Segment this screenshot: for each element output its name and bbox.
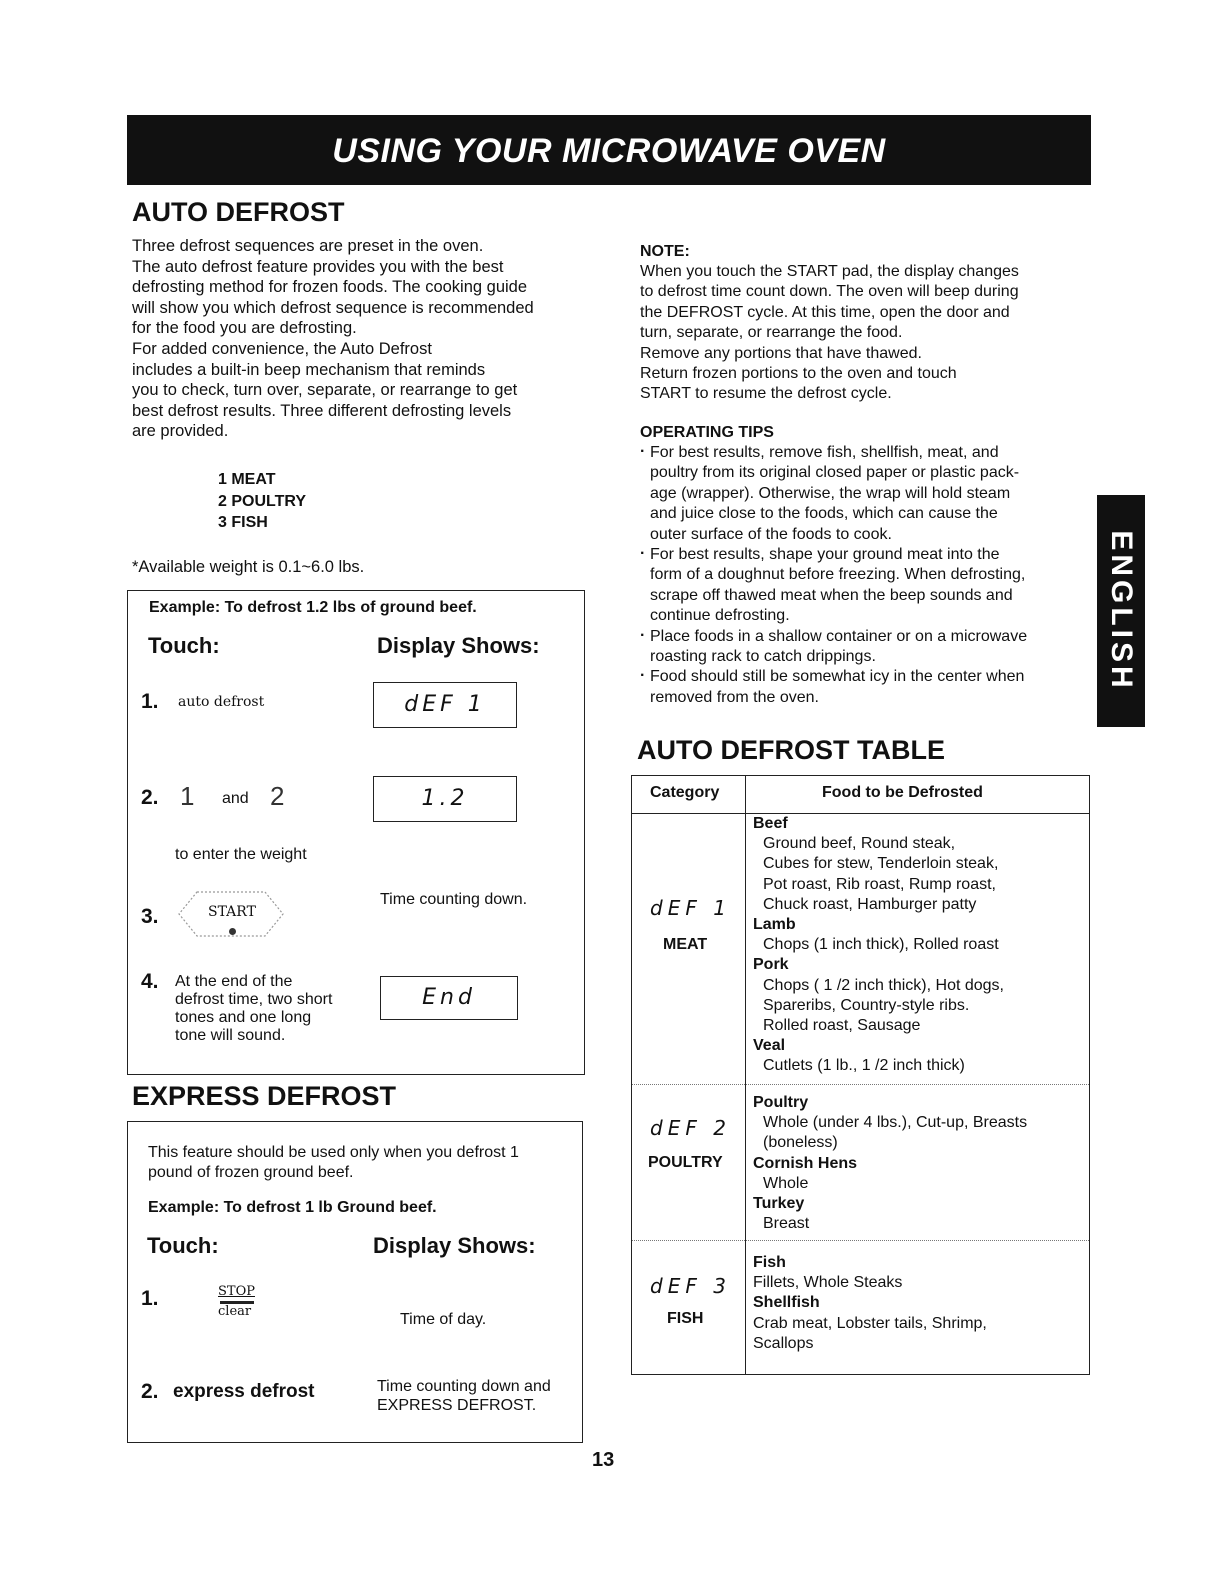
auto-defrost-example-title: Example: To defrost 1.2 lbs of ground beef. xyxy=(149,599,477,616)
intro-line: are provided. xyxy=(132,422,229,441)
step4-line: At the end of the xyxy=(175,973,293,990)
intro-line: you to check, turn over, separate, or rearrange to get xyxy=(132,381,518,400)
number-pad-2[interactable]: 2 xyxy=(270,781,285,811)
level-item: 3 FISH xyxy=(218,514,268,531)
step-number: 4. xyxy=(141,970,159,993)
tip-item xyxy=(640,627,1092,668)
step4-line: tones and one long xyxy=(175,1009,312,1026)
intro-line: defrosting method for frozen foods. The cooking guide xyxy=(132,278,528,297)
tip-item xyxy=(640,443,1092,545)
food-group: Pork xyxy=(753,956,789,974)
col-header-food: Food to be Defrosted xyxy=(822,784,983,801)
food-item: Chops (1 inch thick), Rolled roast xyxy=(763,936,999,954)
intro-line: for the food you are defrosting. xyxy=(132,319,357,338)
intro-line: will show you which defrost sequence is recommended xyxy=(132,298,534,317)
category-name: POULTRY xyxy=(648,1154,723,1171)
food-group: Turkey xyxy=(753,1195,805,1213)
step4-line: defrost time, two short xyxy=(175,991,333,1008)
food-group: Cornish Hens xyxy=(753,1154,858,1172)
start-pad-label: START xyxy=(208,904,256,920)
weight-note: *Available weight is 0.1~6.0 lbs. xyxy=(132,558,365,576)
food-item: Cutlets (1 lb., 1 /2 inch thick) xyxy=(763,1057,965,1075)
number-pad-1[interactable]: 1 xyxy=(180,781,195,811)
intro-line: best defrost results. Three different defrosting levels xyxy=(132,401,512,420)
express-intro-line: This feature should be used only when you defrost 1 xyxy=(148,1144,519,1161)
express-step1-display-text: Time of day. xyxy=(400,1311,487,1328)
level-item: 1 MEAT xyxy=(218,471,276,488)
operating-tips-title: OPERATING TIPS xyxy=(640,424,774,441)
language-tab xyxy=(1097,495,1145,727)
tip-line: · For best results, remove fish, shellfish, meat, and xyxy=(650,444,999,461)
table-row-divider xyxy=(632,1084,1089,1085)
food-list-meat xyxy=(753,814,1004,1077)
express-step2-line: Time counting down and xyxy=(377,1378,551,1395)
food-item: Crab meat, Lobster tails, Shrimp, xyxy=(753,1314,987,1332)
intro-line: includes a built-in beep mechanism that reminds xyxy=(132,360,486,379)
defrost-table-title: AUTO DEFROST TABLE xyxy=(637,735,945,765)
food-item: (boneless) xyxy=(763,1134,838,1152)
food-item: Whole xyxy=(763,1174,809,1192)
note-line: turn, separate, or rearrange the food. xyxy=(640,324,903,342)
express-step2-display-text xyxy=(377,1377,551,1415)
tip-line: poultry from its original closed paper or plastic pack- xyxy=(650,464,1020,482)
note-title: NOTE: xyxy=(640,243,690,260)
food-item: Rolled roast, Sausage xyxy=(763,1017,921,1035)
step-number: 2. xyxy=(141,786,159,809)
category-code: dEF 2 xyxy=(650,1116,731,1140)
language-tab-label: ENGLISH xyxy=(1105,530,1138,692)
tip-line: removed from the oven. xyxy=(650,688,819,706)
intro-line: For added convenience, the Auto Defrost xyxy=(132,339,432,358)
tip-line: continue defrosting. xyxy=(650,607,790,625)
step-number: 3. xyxy=(141,905,159,928)
note-line: the DEFROST cycle. At this time, open the door and xyxy=(640,303,1010,321)
page-number: 13 xyxy=(592,1449,615,1471)
level-item: 2 POULTRY xyxy=(218,492,307,510)
food-group: Lamb xyxy=(753,916,796,934)
auto-defrost-intro xyxy=(132,236,592,442)
category-name: MEAT xyxy=(663,936,708,953)
start-pad[interactable] xyxy=(175,884,287,944)
col-header-category: Category xyxy=(650,784,720,801)
note-line: to defrost time count down. The oven will beep during xyxy=(640,283,1019,301)
auto-defrost-pad[interactable]: auto defrost xyxy=(178,694,265,710)
auto-defrost-title: AUTO DEFROST xyxy=(132,197,345,227)
food-item: Scallops xyxy=(753,1334,814,1352)
express-defrost-title: EXPRESS DEFROST xyxy=(132,1081,397,1111)
intro-line: Three defrost sequences are preset in the oven. xyxy=(132,237,484,255)
step-number: 1. xyxy=(141,690,159,713)
category-code: dEF 1 xyxy=(650,896,731,920)
note-line: When you touch the START pad, the display changes xyxy=(640,263,1019,280)
express-step2-line: EXPRESS DEFROST. xyxy=(377,1397,537,1414)
food-group: Shellfish xyxy=(753,1294,820,1312)
express-display-shows-label: Display Shows: xyxy=(373,1233,536,1258)
express-touch-label: Touch: xyxy=(147,1233,219,1258)
display-weight: 1.2 xyxy=(373,776,517,822)
note-line: START to resume the defrost cycle. xyxy=(640,385,892,403)
note-body xyxy=(640,262,1090,405)
food-list-poultry xyxy=(753,1093,1027,1234)
table-column-divider xyxy=(745,776,746,1374)
food-item: Whole (under 4 lbs.), Cut-up, Breasts xyxy=(763,1114,1028,1132)
food-item: Ground beef, Round steak, xyxy=(763,835,956,853)
food-group: Veal xyxy=(753,1037,786,1055)
food-group: Fish xyxy=(753,1254,786,1271)
tip-line: · Place foods in a shallow container or on a microwave xyxy=(650,627,1028,645)
display-end: End xyxy=(380,976,518,1020)
food-item: Breast xyxy=(763,1215,810,1233)
food-item: Chops ( 1 /2 inch thick), Hot dogs, xyxy=(763,976,1004,994)
enter-weight-label: to enter the weight xyxy=(175,846,307,863)
tip-line: · For best results, shape your ground meat into the xyxy=(650,546,1000,564)
intro-line: The auto defrost feature provides you with the best xyxy=(132,257,504,276)
food-item: Pot roast, Rib roast, Rump roast, xyxy=(763,875,996,893)
step4-line: tone will sound. xyxy=(175,1027,286,1044)
table-row-divider xyxy=(632,1240,1089,1241)
category-name: FISH xyxy=(667,1310,704,1327)
touch-label: Touch: xyxy=(148,633,220,658)
food-item: Fillets, Whole Steaks xyxy=(753,1274,903,1292)
food-group: Beef xyxy=(753,815,788,832)
step4-description xyxy=(175,973,332,1045)
category-code: dEF 3 xyxy=(650,1274,731,1298)
note-line: Remove any portions that have thawed. xyxy=(640,344,922,362)
defrost-table xyxy=(631,775,1090,1375)
food-group: Poultry xyxy=(753,1094,809,1111)
express-intro-line: pound of frozen ground beef. xyxy=(148,1164,354,1181)
tip-line: and juice close to the foods, which can cause the xyxy=(650,505,998,523)
stop-pad-label: STOP xyxy=(218,1284,255,1299)
tip-line: roasting rack to catch drippings. xyxy=(650,648,876,666)
display-def1: dEF 1 xyxy=(373,682,517,728)
tip-line: age (wrapper). Otherwise, the wrap will hold steam xyxy=(650,484,1011,502)
step-number: 1. xyxy=(141,1287,159,1310)
tip-item xyxy=(640,667,1092,708)
defrost-levels xyxy=(218,469,306,534)
food-list-fish xyxy=(753,1253,987,1354)
food-item: Cubes for stew, Tenderloin steak, xyxy=(763,855,999,873)
tip-line: · Food should still be somewhat icy in the center when xyxy=(650,668,1025,686)
express-defrost-intro xyxy=(148,1143,519,1183)
food-item: Spareribs, Country-style ribs. xyxy=(763,996,970,1014)
tip-line: outer surface of the foods to cook. xyxy=(650,525,892,543)
tip-line: scrape off thawed meat when the beep sounds and xyxy=(650,586,1013,604)
step3-display-text: Time counting down. xyxy=(380,891,528,908)
stop-clear-pad[interactable] xyxy=(218,1284,268,1324)
express-defrost-pad[interactable]: express defrost xyxy=(173,1381,315,1402)
note-line: Return frozen portions to the oven and touch xyxy=(640,365,957,383)
clear-pad-label: clear xyxy=(218,1304,252,1319)
food-item: Chuck roast, Hamburger patty xyxy=(763,895,977,913)
start-indicator-icon xyxy=(229,928,236,935)
display-shows-label: Display Shows: xyxy=(377,633,540,658)
operating-tips-list xyxy=(640,443,1092,708)
tip-line: form of a doughnut before freezing. When defrosting, xyxy=(650,566,1026,584)
page-banner: USING YOUR MICROWAVE OVEN xyxy=(127,115,1091,185)
and-label: and xyxy=(222,790,249,807)
step-number: 2. xyxy=(141,1380,159,1403)
tip-item xyxy=(640,545,1092,627)
express-defrost-example-title: Example: To defrost 1 lb Ground beef. xyxy=(148,1199,437,1216)
